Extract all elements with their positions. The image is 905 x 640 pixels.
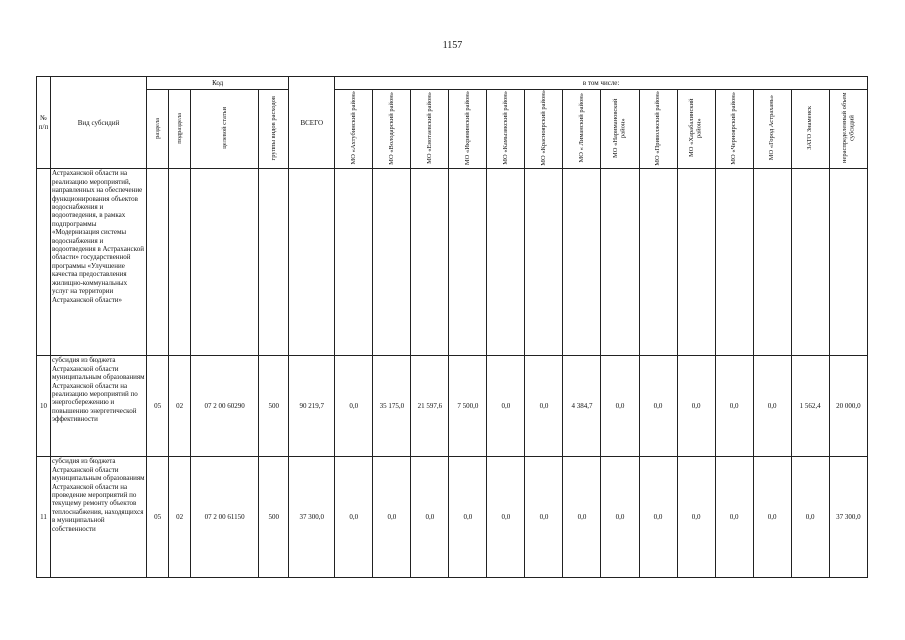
- header-district: МО «Наримановский район»: [601, 90, 639, 169]
- cell-district-value: 4 384,7: [563, 356, 601, 457]
- row-number: 10: [37, 356, 51, 457]
- cell-district-value: [791, 169, 829, 356]
- cell-district-value: 0,0: [601, 457, 639, 578]
- cell-district-value: 0,0: [639, 457, 677, 578]
- cell-total: [289, 169, 335, 356]
- cell-target-article: [191, 169, 259, 356]
- cell-district-value: 0,0: [487, 457, 525, 578]
- page-number: 1157: [442, 40, 463, 51]
- cell-razdel: 05: [147, 356, 169, 457]
- header-code-col: подраздела: [169, 90, 191, 169]
- table-row: [37, 457, 868, 578]
- header-code-group: Код: [147, 77, 289, 90]
- cell-district-value: 0,0: [563, 457, 601, 578]
- cell-total: 90 219,7: [289, 356, 335, 457]
- cell-district-value: 1 562,4: [791, 356, 829, 457]
- cell-target-article: 07 2 00 60290: [191, 356, 259, 457]
- cell-district-value: 0,0: [753, 457, 791, 578]
- row-description: Астраханской области на реализацию мероприятий, направленных на обеспечение функционирования объектов водоснабжения и водоотведения, в рамках подпрограммы «Модернизация системы водоснабжения и водоотведения в Астраханской области» государственной программы «Улучшение качества предоставления жилищно-коммунальных услуг на территории Астраханской области»: [51, 169, 147, 356]
- cell-district-value: [715, 169, 753, 356]
- table-row: [37, 169, 868, 356]
- cell-district-value: [449, 169, 487, 356]
- header-district: МО «Харабалинский район»: [677, 90, 715, 169]
- cell-district-value: 0,0: [449, 457, 487, 578]
- row-number: [37, 169, 51, 356]
- header-total: ВСЕГО: [289, 77, 335, 169]
- header-district: ЗАТО Знаменск: [791, 90, 829, 169]
- cell-district-value: 0,0: [639, 356, 677, 457]
- row-number: 11: [37, 457, 51, 578]
- cell-district-value: 0,0: [525, 356, 563, 457]
- header-district: МО «Енотаевский район»: [411, 90, 449, 169]
- cell-district-value: 0,0: [715, 356, 753, 457]
- cell-razdel: [147, 169, 169, 356]
- cell-expense-group: [259, 169, 289, 356]
- header-district: МО « Лиманский район»: [563, 90, 601, 169]
- header-code-col: раздела: [147, 90, 169, 169]
- cell-district-value: 0,0: [335, 457, 373, 578]
- cell-district-value: [411, 169, 449, 356]
- cell-district-value: 7 500,0: [449, 356, 487, 457]
- cell-district-value: 0,0: [715, 457, 753, 578]
- header-district: МО «Ахтубинский район»: [335, 90, 373, 169]
- header-code-col: группы видов расходов: [259, 90, 289, 169]
- header-kind: Вид субсидий: [51, 77, 147, 169]
- cell-podrazdel: 02: [169, 356, 191, 457]
- cell-district-value: 35 175,0: [373, 356, 411, 457]
- cell-district-value: 0,0: [677, 457, 715, 578]
- cell-district-value: 0,0: [487, 356, 525, 457]
- cell-total: 37 300,0: [289, 457, 335, 578]
- header-including: в том числе:: [335, 77, 868, 90]
- cell-district-value: 0,0: [677, 356, 715, 457]
- cell-district-value: [563, 169, 601, 356]
- cell-district-value: 0,0: [525, 457, 563, 578]
- cell-district-value: 0,0: [335, 356, 373, 457]
- cell-expense-group: 500: [259, 457, 289, 578]
- header-district: МО «Камызякский район»: [487, 90, 525, 169]
- cell-podrazdel: [169, 169, 191, 356]
- header-num: № п/п: [37, 77, 51, 169]
- cell-district-value: 0,0: [373, 457, 411, 578]
- cell-district-value: 0,0: [411, 457, 449, 578]
- header-district: МО «Город Астрахань»: [753, 90, 791, 169]
- header-district: МО «Черноярский район»: [715, 90, 753, 169]
- header-district: МО «Красноярский район»: [525, 90, 563, 169]
- cell-district-value: [639, 169, 677, 356]
- row-description: субсидия из бюджета Астраханской области муниципальным образованиям Астраханской области на проведение мероприятий по текущему ремонту объектов теплоснабжения, находящихся в муниципальной собственности: [51, 457, 147, 578]
- cell-district-value: 37 300,0: [829, 457, 867, 578]
- cell-district-value: 0,0: [601, 356, 639, 457]
- cell-district-value: [601, 169, 639, 356]
- cell-podrazdel: 02: [169, 457, 191, 578]
- cell-district-value: [487, 169, 525, 356]
- cell-district-value: 20 000,0: [829, 356, 867, 457]
- cell-district-value: [373, 169, 411, 356]
- cell-district-value: 21 597,6: [411, 356, 449, 457]
- cell-district-value: [677, 169, 715, 356]
- subsidies-table: [36, 76, 868, 578]
- cell-district-value: [525, 169, 563, 356]
- header-district: МО «Икрянинский район»: [449, 90, 487, 169]
- table-row: [37, 356, 868, 457]
- cell-district-value: [829, 169, 867, 356]
- cell-district-value: [335, 169, 373, 356]
- header-code-col: целевой статьи: [191, 90, 259, 169]
- cell-district-value: 0,0: [753, 356, 791, 457]
- cell-target-article: 07 2 00 61150: [191, 457, 259, 578]
- row-description: субсидия из бюджета Астраханской области муниципальным образованиям Астраханской области на реализацию мероприятий по энергосбережению и повышению энергетической эффективности: [51, 356, 147, 457]
- header-district: нераспределенный объем субсидий: [829, 90, 867, 169]
- cell-district-value: 0,0: [791, 457, 829, 578]
- cell-expense-group: 500: [259, 356, 289, 457]
- header-district: МО «Володарский район»: [373, 90, 411, 169]
- cell-razdel: 05: [147, 457, 169, 578]
- header-district: МО «Приволжский район»: [639, 90, 677, 169]
- cell-district-value: [753, 169, 791, 356]
